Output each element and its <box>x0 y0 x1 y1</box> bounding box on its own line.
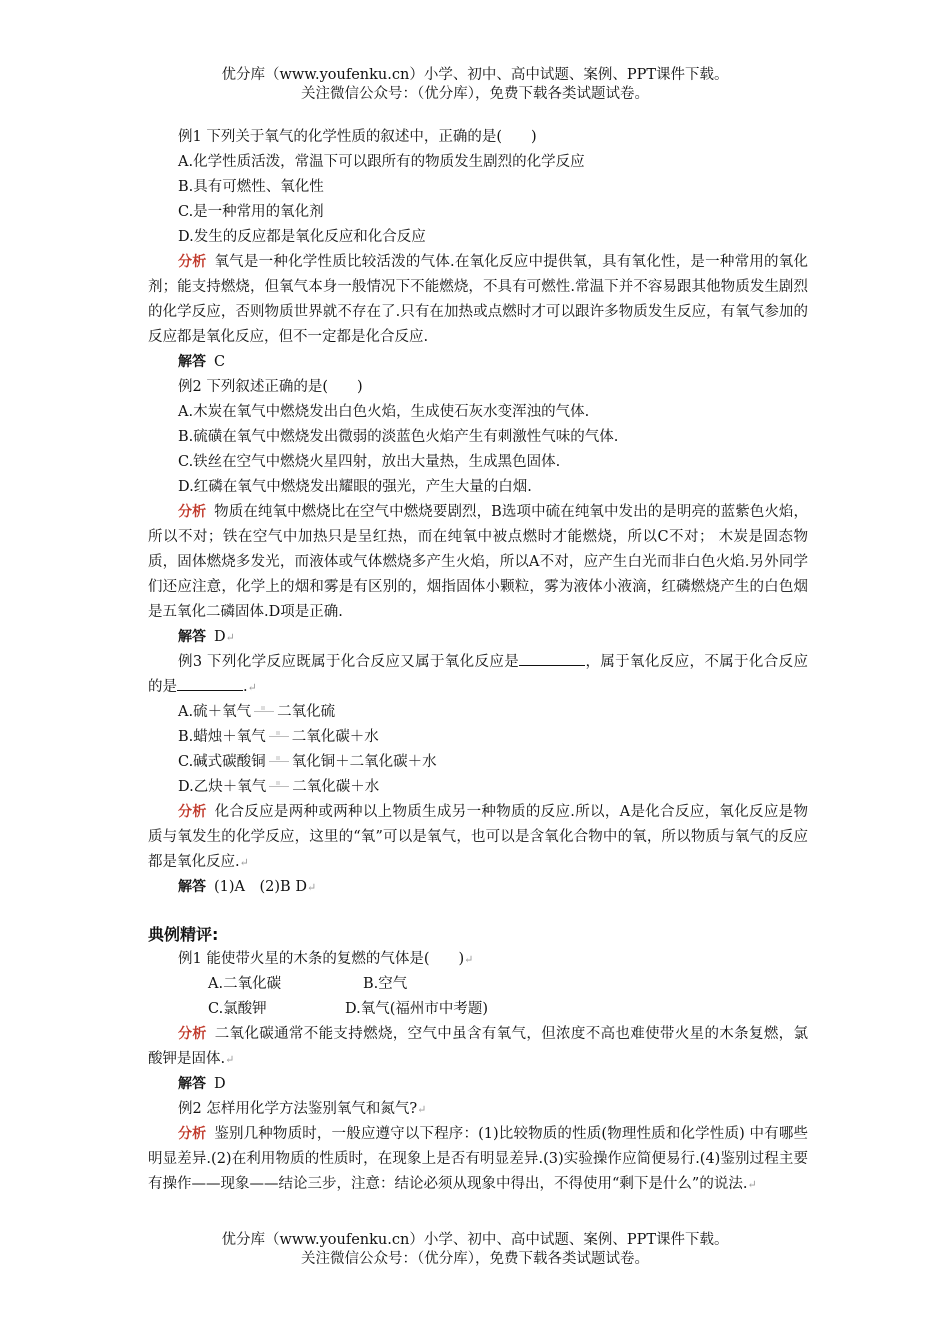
answer-label: 解答 <box>178 354 206 370</box>
analysis-label: 分析 <box>178 1026 207 1042</box>
ex4-option-d: D.氧气(福州市中考题) <box>345 1001 489 1017</box>
header-line-2: 关注微信公众号：（优分库），免费下载各类试题试卷。 <box>301 86 649 102</box>
ex3-c-reactants: C.碱式碳酸铜 <box>178 754 266 770</box>
ex3-option-d <box>148 775 808 800</box>
ex4-answer <box>148 1072 808 1097</box>
reaction-arrow-icon <box>254 708 274 716</box>
page-header <box>0 66 950 104</box>
ex1-answer-text: C <box>214 354 226 370</box>
paragraph-mark-icon: ↵ <box>225 1053 235 1066</box>
ex4-analysis-text: 二氧化碳通常不能支持燃烧，空气中虽含有氧气，但浓度不高也难使带火星的木条复燃，氯酸钾是固体. <box>148 1026 809 1067</box>
ex2-analysis <box>148 500 808 625</box>
paragraph-mark-icon: ↵ <box>247 681 257 694</box>
ex2-option-b: B.硫磺在氧气中燃烧发出微弱的淡蓝色火焰产生有刺激性气味的气体. <box>178 429 619 445</box>
ex4-answer-text: D <box>214 1076 226 1092</box>
ex2-option-c: C.铁丝在空气中燃烧火星四射，放出大量热，生成黑色固体. <box>178 454 561 470</box>
reaction-arrow-icon <box>269 758 289 766</box>
ex3-c-products: 氧化铜＋二氧化碳＋水 <box>291 754 437 770</box>
analysis-label: 分析 <box>178 504 207 520</box>
analysis-label: 分析 <box>178 804 207 820</box>
answer-label: 解答 <box>178 629 206 645</box>
analysis-label: 分析 <box>178 254 207 270</box>
ex1-option-a: A.化学性质活泼，常温下可以跟所有的物质发生剧烈的化学反应 <box>178 154 585 170</box>
section-title: 典例精评: <box>148 925 219 944</box>
answer-label: 解答 <box>178 1076 206 1092</box>
ex4-options-row-1 <box>148 972 808 997</box>
ex3-stem <box>148 650 808 700</box>
paragraph-mark-icon: ↵ <box>464 953 474 966</box>
ex2-analysis-text: 物质在纯氧中燃烧比在空气中燃烧要剧烈，B选项中硫在纯氧中发出的是明亮的蓝紫色火焰，所以不对；铁在空气中加热只是呈红热，而在纯氧中被点燃时才能燃烧，所以C不对； 木炭是固态物质，固体燃烧多发光，而液体或气体燃烧多产生火焰，所以A不对，应产生白光而非白色火焰.另外同学们还应注意，化学上的烟和雾是有区别的，烟指固体小颗粒，雾为液体小液滴，红磷燃烧产生的白色烟是五氧化二磷固体.D项是正确. <box>148 504 809 620</box>
ex3-stem-part3: . <box>243 679 248 695</box>
ex1-option-d: D.发生的反应都是氧化反应和化合反应 <box>178 229 426 245</box>
ex5-stem-text: 例2 怎样用化学方法鉴别氧气和氮气? <box>178 1101 418 1117</box>
header-line-1: 优分库（www.youfenku.cn）小学、初中、高中试题、案例、PPT课件下载。 <box>221 67 729 83</box>
paragraph-mark-icon: ↵ <box>239 856 249 869</box>
ex3-a-products: 二氧化硫 <box>277 704 336 720</box>
analysis-label: 分析 <box>178 1126 207 1142</box>
ex3-stem-part1: 例3 下列化学反应既属于化合反应又属于氧化反应是 <box>178 654 520 670</box>
footer-line-2: 关注微信公众号：（优分库），免费下载各类试题试卷。 <box>301 1251 649 1267</box>
paragraph-mark-icon: ↵ <box>306 881 317 894</box>
answer-label: 解答 <box>178 879 206 895</box>
page-footer <box>0 1231 950 1269</box>
ex3-stem-part2: ，属于氧化反应，不属于化合反应的是 <box>148 654 808 695</box>
ex5-stem <box>148 1097 808 1122</box>
ex1-option-c: C.是一种常用的氧化剂 <box>178 204 324 220</box>
ex2-stem: 例2 下列叙述正确的是( ) <box>178 379 363 395</box>
reaction-arrow-icon <box>269 783 289 791</box>
ex3-analysis <box>148 800 808 875</box>
ex3-blank-2[interactable] <box>177 676 243 691</box>
ex3-answer <box>148 875 808 900</box>
ex2-option-d: D.红磷在氧气中燃烧发出耀眼的强光，产生大量的白烟. <box>178 479 532 495</box>
ex4-option-c: C.氯酸钾 <box>208 1001 267 1017</box>
document-body <box>148 125 808 1197</box>
ex4-stem-text: 例1 能使带火星的木条的复燃的气体是( ) <box>178 951 465 967</box>
ex3-d-reactants: D.乙炔＋氧气 <box>178 779 267 795</box>
ex4-option-a: A.二氧化碳 <box>208 976 282 992</box>
ex4-analysis <box>148 1022 808 1072</box>
paragraph-mark-icon: ↵ <box>417 1103 427 1116</box>
ex2-answer-text: D <box>214 629 226 645</box>
reaction-arrow-icon <box>269 733 289 741</box>
ex1-analysis <box>148 250 808 350</box>
ex4-options-row-2 <box>148 997 808 1022</box>
ex2-answer <box>148 625 808 650</box>
paragraph-mark-icon: ↵ <box>747 1178 757 1191</box>
ex3-blank-1[interactable] <box>519 651 585 666</box>
ex3-option-c <box>148 750 808 775</box>
ex3-a-reactants: A.硫＋氧气 <box>178 704 252 720</box>
ex3-option-b <box>148 725 808 750</box>
ex4-option-b: B.空气 <box>363 976 408 992</box>
ex1-answer <box>148 350 808 375</box>
ex4-stem <box>148 947 808 972</box>
paragraph-mark-icon: ↵ <box>225 631 235 644</box>
ex3-b-reactants: B.蜡烛＋氧气 <box>178 729 266 745</box>
footer-line-1: 优分库（www.youfenku.cn）小学、初中、高中试题、案例、PPT课件下载。 <box>221 1232 729 1248</box>
ex3-option-a <box>148 700 808 725</box>
ex3-b-products: 二氧化碳＋水 <box>291 729 379 745</box>
ex1-stem: 例1 下列关于氧气的化学性质的叙述中，正确的是( ) <box>178 129 537 145</box>
ex3-answer-text: (1)A (2)B D <box>214 879 307 895</box>
ex2-option-a: A.木炭在氧气中燃烧发出白色火焰，生成使石灰水变浑浊的气体. <box>178 404 590 420</box>
ex5-analysis-text: 鉴别几种物质时，一般应遵守以下程序：(1)比较物质的性质(物理性质和化学性质) 中有哪些明显差异.(2)在利用物质的性质时，在现象上是否有明显差异.(3)实验操作应简便易行.(4)鉴别过程主要有操作——现象——结论三步，注意：结论必须从现象中得出，不得使用“剩下是什么”的说法. <box>148 1126 808 1192</box>
ex1-option-b: B.具有可燃性、氧化性 <box>178 179 324 195</box>
ex3-analysis-text: 化合反应是两种或两种以上物质生成另一种物质的反应.所以，A是化合反应，氧化反应是物质与氧发生的化学反应，这里的“氧”可以是氧气，也可以是含氧化合物中的氧，所以物质与氧气的反应都是氧化反应. <box>148 804 809 870</box>
ex3-d-products: 二氧化碳＋水 <box>292 779 380 795</box>
ex5-analysis <box>148 1122 808 1197</box>
ex1-analysis-text: 氧气是一种化学性质比较活泼的气体.在氧化反应中提供氧，具有氧化性，是一种常用的氧化剂；能支持燃烧，但氧气本身一般情况下不能燃烧，不具有可燃性.常温下并不容易跟其他物质发生剧烈的化学反应，否则物质世界就不存在了.只有在加热或点燃时才可以跟许多物质发生反应，有氧气参加的反应都是氧化反应，但不一定都是化合反应. <box>148 254 809 345</box>
